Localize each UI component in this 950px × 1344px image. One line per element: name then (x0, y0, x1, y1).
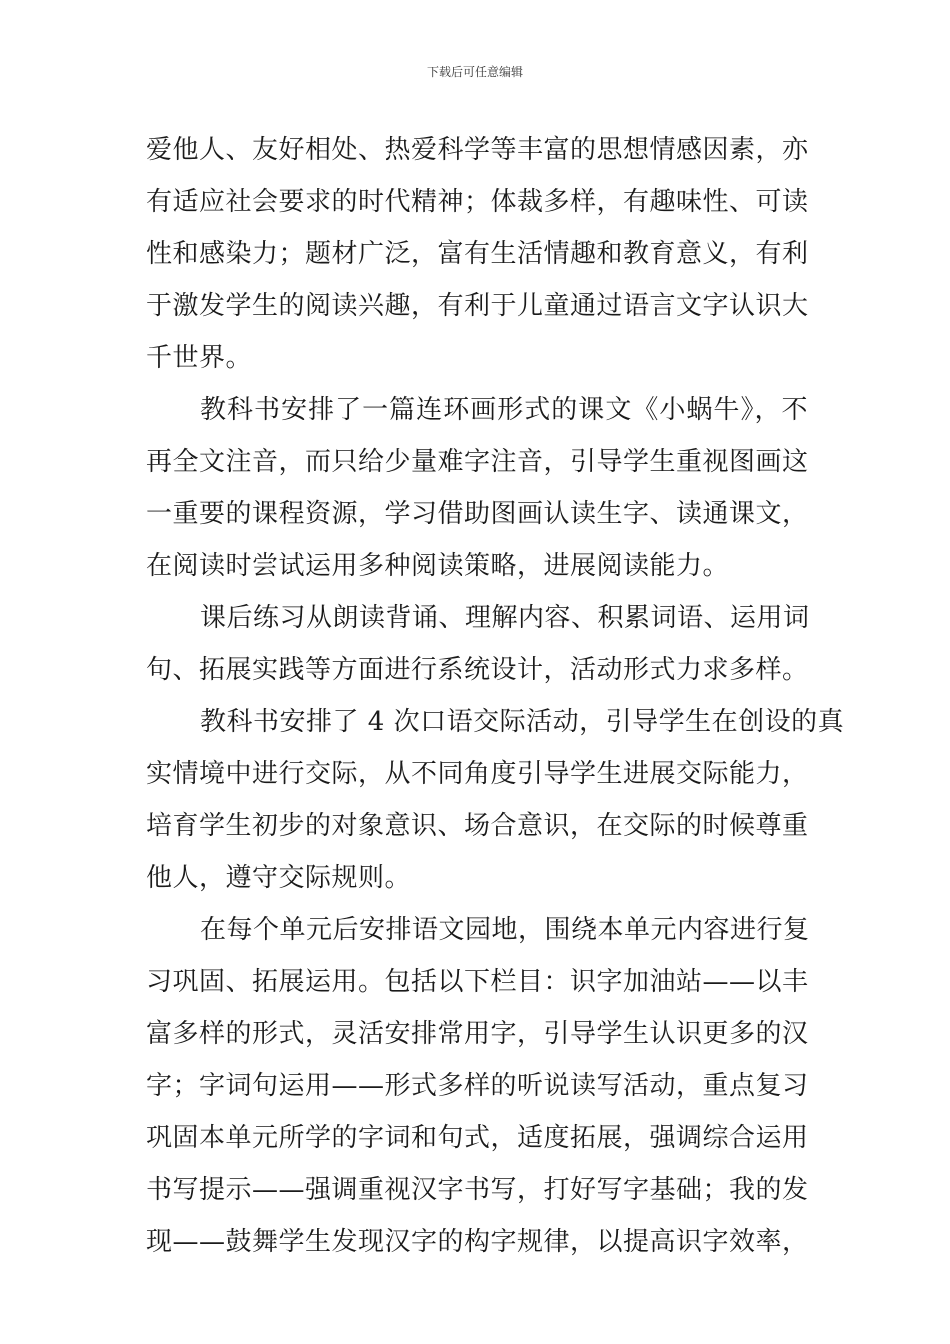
text-line: 习巩固、拓展运用。包括以下栏目：识字加油站——以丰 (146, 967, 809, 997)
text-line: 富多样的形式，灵活安排常用字，引导学生认识更多的汉 (146, 1019, 809, 1049)
text-line: 句、拓展实践等方面进行系统设计，活动形式力求多样。 (146, 655, 809, 685)
text-line: 于激发学生的阅读兴趣，有利于儿童通过语言文字认识大 (146, 291, 809, 321)
text-line: 实情境中进行交际，从不同角度引导学生进展交际能力， (146, 759, 809, 789)
text-line: 巩固本单元所学的字词和句式，适度拓展，强调综合运用 (146, 1123, 809, 1153)
text-line: 爱他人、友好相处、热爱科学等丰富的思想情感因素，亦 (146, 135, 809, 165)
text-line: 培育学生初步的对象意识、场合意识，在交际的时候尊重 (146, 811, 809, 841)
paragraph-2 (146, 384, 808, 592)
text-line: 字；字词句运用——形式多样的听说读写活动，重点复习 (146, 1071, 809, 1101)
paragraph-4 (146, 696, 845, 904)
text-line: 现——鼓舞学生发现汉字的构字规律，以提高识字效率， (146, 1227, 809, 1257)
paragraph-5 (146, 904, 808, 1268)
text-line: 书写提示——强调重视汉字书写，打好写字基础；我的发 (146, 1175, 809, 1205)
text-line: 一重要的课程资源，学习借助图画认读生字、读通课文， (146, 499, 809, 529)
text-line: 有适应社会要求的时代精神；体裁多样，有趣味性、可读 (146, 187, 809, 217)
text-line: 在阅读时尝试运用多种阅读策略，进展阅读能力。 (146, 551, 730, 581)
document-body (146, 124, 845, 1268)
text-line: 性和感染力；题材广泛，富有生活情趣和教育意义，有利 (146, 239, 809, 269)
text-line: 教科书安排了一篇连环画形式的课文《小蜗牛》，不 (200, 395, 808, 425)
text-line: 在每个单元后安排语文园地，围绕本单元内容进行复 (200, 915, 810, 945)
text-line: 教科书安排了 4 次口语交际活动，引导学生在创设的真 (200, 707, 845, 737)
paragraph-1 (146, 124, 808, 384)
text-line: 千世界。 (146, 343, 253, 373)
paragraph-3 (146, 592, 808, 696)
text-line: 课后练习从朗读背诵、理解内容、积累词语、运用词 (200, 603, 810, 633)
text-line: 他人，遵守交际规则。 (146, 863, 412, 893)
text-line: 再全文注音，而只给少量难字注音，引导学生重视图画这 (146, 447, 809, 477)
page-header: 下载后可任意编辑 (426, 65, 523, 79)
